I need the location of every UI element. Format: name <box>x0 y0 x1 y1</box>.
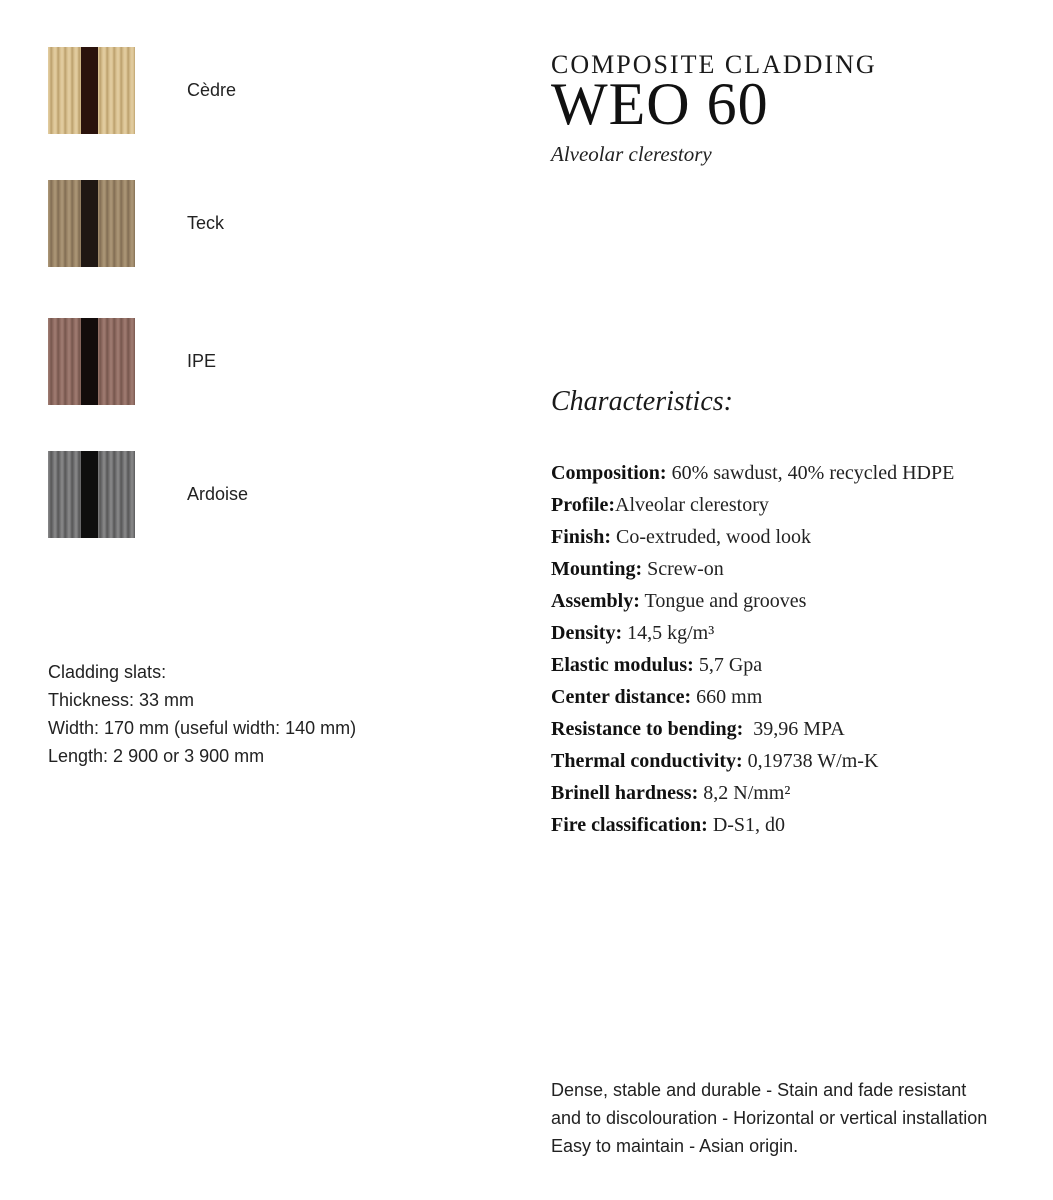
swatch-label-ardoise: Ardoise <box>187 484 249 504</box>
spec-center-distance: Center distance: 660 mm <box>551 686 763 708</box>
swatch-row-ardoise[interactable] <box>48 451 248 538</box>
spec-resistance-bending: Resistance to bending: 39,96 MPA <box>551 718 845 740</box>
slats-title: Cladding slats: <box>48 662 167 682</box>
cladding-slats-info <box>48 658 356 770</box>
swatch-label-teck: Teck <box>187 213 225 233</box>
spec-fire-classification: Fire classification: D-S1, d0 <box>551 814 786 836</box>
swatch-row-cedre[interactable] <box>48 47 236 134</box>
swatch-joint <box>81 318 98 405</box>
swatch-label-cedre: Cèdre <box>187 80 237 100</box>
swatch-ardoise[interactable] <box>48 451 135 538</box>
description-line-3: Easy to maintain - Asian origin. <box>551 1136 799 1156</box>
description-line-1: Dense, stable and durable - Stain and fade resistant <box>551 1080 967 1100</box>
spec-thermal-conductivity: Thermal conductivity: 0,19738 W/m-K <box>551 750 879 772</box>
swatch-row-ipe[interactable] <box>48 318 216 405</box>
spec-mounting: Mounting: Screw-on <box>551 558 724 580</box>
characteristics-list <box>551 457 954 841</box>
product-title: WEO 60 <box>551 71 769 137</box>
characteristics-heading: Characteristics: <box>551 386 733 417</box>
spec-brinell-hardness: Brinell hardness: 8,2 N/mm² <box>551 782 791 804</box>
spec-finish: Finish: Co-extruded, wood look <box>551 526 812 548</box>
swatch-cedre[interactable] <box>48 47 135 134</box>
spec-composition: Composition: 60% sawdust, 40% recycled HDPE <box>551 462 955 484</box>
swatch-joint <box>81 180 98 267</box>
slats-thickness: Thickness: 33 mm <box>48 690 195 710</box>
swatch-label-ipe: IPE <box>187 351 217 371</box>
product-description <box>551 1076 1021 1160</box>
swatch-row-teck[interactable] <box>48 180 224 267</box>
spec-profile: Profile:Alveolar clerestory <box>551 494 769 516</box>
product-category: COMPOSITE CLADDING <box>551 50 877 79</box>
description-line-2: and to discolouration - Horizontal or vertical installation <box>551 1108 988 1128</box>
spec-assembly: Assembly: Tongue and grooves <box>551 590 807 612</box>
slats-width: Width: 170 mm (useful width: 140 mm) <box>48 718 357 738</box>
swatch-joint <box>81 451 98 538</box>
swatch-ipe[interactable] <box>48 318 135 405</box>
slats-length: Length: 2 900 or 3 900 mm <box>48 746 265 766</box>
swatch-teck[interactable] <box>48 180 135 267</box>
swatch-joint <box>81 47 98 134</box>
spec-elastic-modulus: Elastic modulus: 5,7 Gpa <box>551 654 763 676</box>
product-subtitle: Alveolar clerestory <box>551 142 712 166</box>
spec-density: Density: 14,5 kg/m³ <box>551 622 715 644</box>
